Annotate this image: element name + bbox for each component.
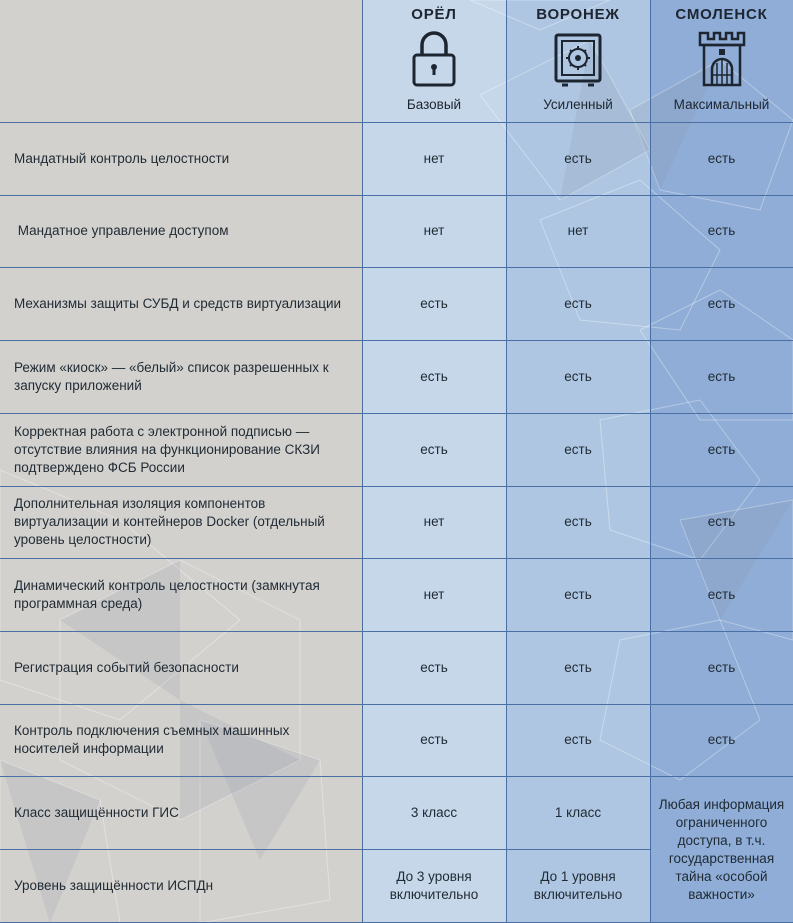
padlock-icon: [408, 29, 460, 89]
row-label: [0, 631, 362, 704]
row-label-text: Механизмы защиты СУБД и средств виртуализации: [14, 295, 342, 311]
row-value-text: есть: [420, 441, 448, 457]
row-divider: [0, 122, 793, 123]
row-value-cell: [506, 413, 650, 486]
row-value-cell: [362, 413, 506, 486]
product-header-smolensk: [650, 0, 793, 122]
row-divider: [0, 704, 793, 705]
row-value-text: есть: [420, 732, 448, 747]
row-value-cell: [506, 631, 650, 704]
row-value-cell: [650, 558, 793, 631]
row-value-text: есть: [707, 514, 736, 529]
row-label: [0, 486, 362, 558]
row-value-text: есть: [707, 659, 736, 675]
row-value-cell: [362, 776, 506, 849]
row-value-text: есть: [564, 150, 592, 166]
row-value-cell: [506, 486, 650, 558]
product-header-voronezh: [506, 0, 650, 122]
row-value-cell: [362, 631, 506, 704]
row-value-cell: [362, 122, 506, 195]
row-value-text: есть: [564, 368, 592, 384]
row-value-cell: [506, 776, 650, 849]
row-label-text: Контроль подключения съемных машинных носителей информации: [14, 723, 294, 756]
row-value-text: есть: [564, 586, 592, 602]
row-value-cell: [506, 195, 650, 267]
row-value-text: есть: [707, 441, 736, 457]
row-value-cell: [506, 340, 650, 413]
row-divider: [0, 267, 793, 268]
row-value-cell: [362, 486, 506, 558]
row-value-text: есть: [564, 514, 592, 529]
row-value-cell: [650, 704, 793, 776]
merged-cell-max-protection: [650, 777, 793, 922]
row-value-cell: [362, 267, 506, 340]
row-divider: [0, 340, 793, 341]
row-value-text: есть: [420, 368, 448, 384]
product-tier: Усиленный: [543, 97, 613, 112]
row-divider: [0, 195, 793, 196]
row-label-text: Уровень защищённости ИСПДн: [14, 877, 214, 893]
row-divider: [0, 486, 793, 487]
row-value-text: есть: [420, 295, 448, 311]
merged-cell-text: Любая информация ограниченного доступа, в т.ч. государственная тайна «особой важности»: [658, 796, 785, 902]
row-value-text: есть: [420, 659, 448, 675]
row-value-text: нет: [423, 514, 445, 529]
row-value-cell: [650, 486, 793, 558]
row-value-cell: [362, 849, 506, 922]
row-value-cell: [650, 413, 793, 486]
row-value-cell: [650, 267, 793, 340]
row-label-text: Дополнительная изоляция компонентов виртуализации и контейнеров Docker (отдельный уровень целостности): [14, 496, 329, 547]
row-value-text: есть: [564, 295, 592, 311]
fortress-tower-icon: [696, 29, 748, 89]
column-divider: [650, 0, 651, 923]
row-value-text: есть: [564, 659, 592, 675]
row-value-text: есть: [564, 441, 592, 457]
row-label: [0, 558, 362, 631]
row-value-text: нет: [423, 150, 445, 166]
row-value-text: есть: [564, 732, 592, 747]
row-value-cell: [362, 340, 506, 413]
row-label-text: Класс защищённости ГИС: [14, 804, 179, 820]
row-value-text: нет: [423, 223, 445, 238]
row-label: [0, 776, 362, 849]
row-value-text: До 3 уровня включительно: [389, 868, 479, 902]
row-value-cell: [650, 631, 793, 704]
row-divider: [0, 849, 650, 850]
row-label-text: Корректная работа с электронной подписью — отсутствие влияния на функционирование СКЗИ подтверждено ФСБ России: [14, 423, 324, 475]
row-value-cell: [506, 122, 650, 195]
product-name: ОРЁЛ: [411, 6, 457, 23]
row-divider: [0, 413, 793, 414]
column-divider: [362, 0, 363, 923]
row-value-cell: [650, 195, 793, 267]
row-value-text: есть: [707, 150, 736, 166]
product-name: ВОРОНЕЖ: [536, 6, 620, 23]
safe-icon: [552, 29, 604, 89]
row-value-text: 1 класс: [554, 804, 602, 820]
row-value-text: нет: [567, 223, 589, 238]
row-value-cell: [362, 704, 506, 776]
row-label: [0, 267, 362, 340]
row-value-text: есть: [707, 368, 736, 384]
row-value-cell: [362, 195, 506, 267]
row-value-cell: [506, 704, 650, 776]
row-value-cell: [650, 340, 793, 413]
row-divider: [0, 558, 793, 559]
row-label: [0, 413, 362, 486]
row-value-cell: [506, 849, 650, 922]
row-value-text: есть: [707, 223, 736, 238]
row-value-text: есть: [707, 732, 736, 747]
row-label-text: Регистрация событий безопасности: [14, 659, 239, 675]
row-label-text: Мандатное управление доступом: [14, 223, 229, 238]
row-value-text: есть: [707, 586, 736, 602]
product-tier: Базовый: [406, 97, 462, 112]
row-value-cell: [506, 267, 650, 340]
row-label: [0, 849, 362, 922]
product-tier: Максимальный: [673, 97, 770, 112]
row-value-text: 3 класс: [410, 804, 458, 820]
row-label-text: Режим «киоск» — «белый» список разрешенных к запуску приложений: [14, 359, 333, 393]
row-divider: [0, 631, 793, 632]
row-label: [0, 340, 362, 413]
row-label-text: Мандатный контроль целостности: [14, 150, 230, 166]
row-value-text: есть: [707, 295, 736, 311]
product-name: СМОЛЕНСК: [675, 6, 768, 23]
row-value-text: До 1 уровня включительно: [533, 868, 623, 902]
row-label: [0, 195, 362, 267]
row-divider: [0, 776, 793, 777]
row-value-cell: [650, 122, 793, 195]
row-label: [0, 704, 362, 776]
row-value-cell: [506, 558, 650, 631]
column-divider: [506, 0, 507, 923]
product-header-orel: [362, 0, 506, 122]
row-label: [0, 122, 362, 195]
row-label-text: Динамический контроль целостности (замкнутая программная среда): [14, 577, 324, 611]
row-value-text: нет: [423, 586, 445, 602]
row-value-cell: [362, 558, 506, 631]
